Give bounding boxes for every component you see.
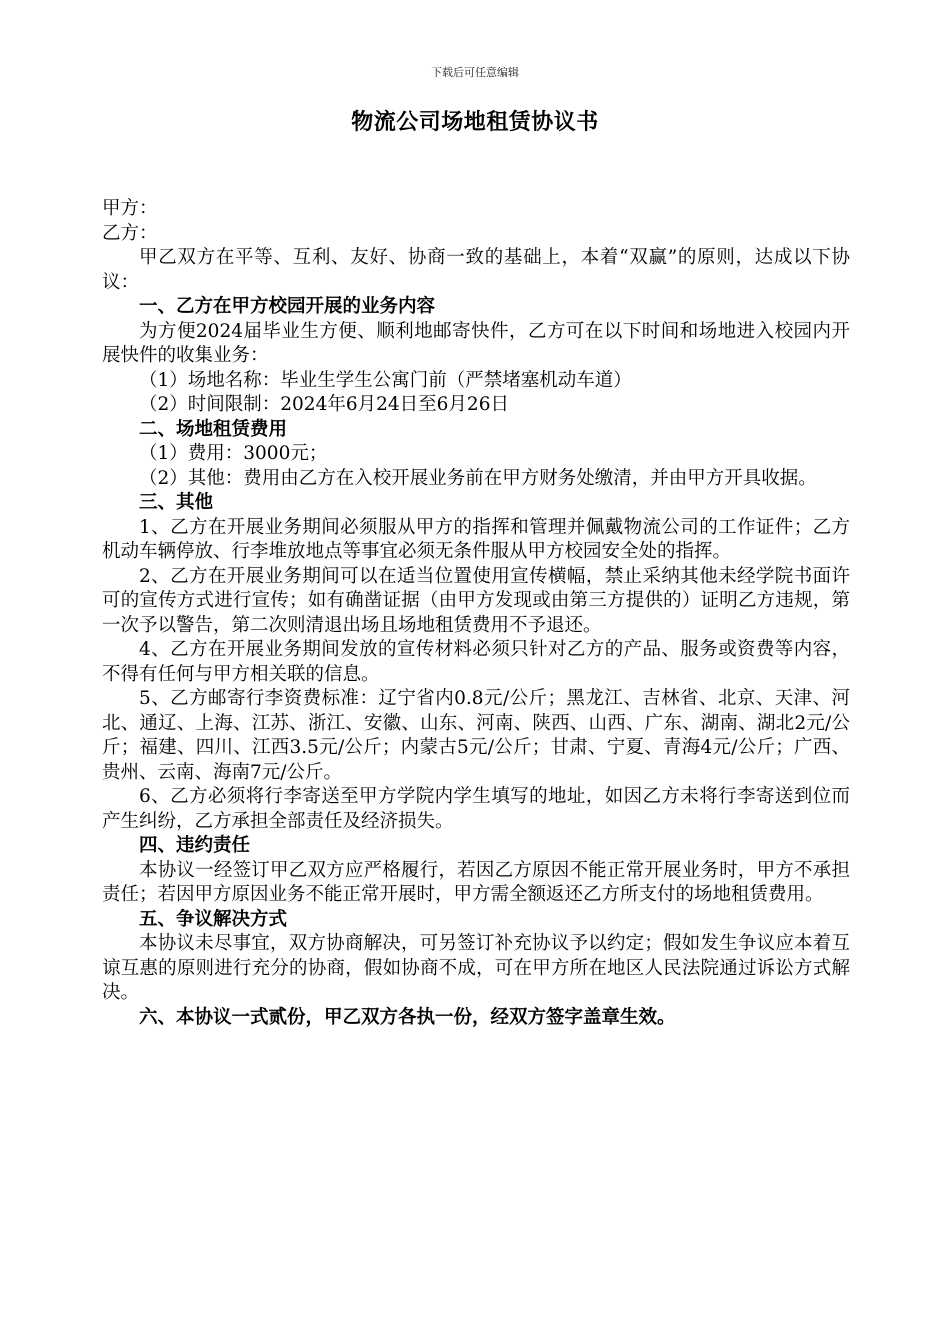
section-5-paragraph: 本协议未尽事宜，双方协商解决，可另签订补充协议予以约定；假如发生争议应本着互谅互惠的原则进行充分的协商，假如协商不成，可在甲方所在地区人民法院通过诉讼方式解决。 xyxy=(102,933,850,1003)
section-heading-2: 二、场地租赁费用 xyxy=(139,418,288,440)
section-heading-4: 四、违约责任 xyxy=(139,835,251,856)
section-3-clause-6: 6、乙方必须将行李寄送至甲方学院内学生填写的地址，如因乙方未将行李寄送到位而产生纠纷，乙方承担全部责任及经济损失。 xyxy=(102,786,850,832)
party-b-line: 乙方： xyxy=(102,222,158,244)
section-heading-1: 一、乙方在甲方校园开展的业务内容 xyxy=(139,296,436,317)
document-title: 物流公司场地租赁协议书 xyxy=(351,110,599,135)
section-heading-5: 五、争议解决方式 xyxy=(139,908,288,930)
section-2-item-fee: （1）费用：3000元； xyxy=(139,443,328,464)
section-2-item-other: （2）其他：费用由乙方在入校开展业务前在甲方财务处缴清，并由甲方开具收据。 xyxy=(139,467,817,489)
closing-clause: 六、本协议一式贰份，甲乙双方各执一份，经双方签字盖章生效。 xyxy=(139,1006,676,1028)
section-heading-3: 三、其他 xyxy=(139,492,214,513)
section-3-clause-2: 2、乙方在开展业务期间可以在适当位置使用宣传横幅，禁止采纳其他未经学院书面许可的宣传方式进行宣传；如有确凿证据（由甲方发现或由第三方提供的）证明乙方违规，第一次予以警告，第二次则清退出场且场地租赁费用不予退还。 xyxy=(102,565,850,636)
section-3-clause-4: 4、乙方在开展业务期间发放的宣传材料必须只针对乙方的产品、服务或资费等内容，不得有任何与甲方相关联的信息。 xyxy=(102,639,850,685)
document-body xyxy=(102,197,850,1030)
section-1-item-time: （2）时间限制：2024年6月24日至6月26日 xyxy=(139,394,509,415)
section-1-item-venue: （1）场地名称：毕业生学生公寓门前（严禁堵塞机动车道） xyxy=(139,369,632,391)
intro-paragraph: 甲乙双方在平等、互利、友好、协商一致的基础上，本着“双赢”的原则，达成以下协议： xyxy=(102,247,850,293)
section-3-clause-1: 1、乙方在开展业务期间必须服从甲方的指挥和管理并佩戴物流公司的工作证件；乙方机动车辆停放、行李堆放地点等事宜必须无条件服从甲方校园安全处的指挥。 xyxy=(102,516,850,562)
section-3-clause-5: 5、乙方邮寄行李资费标准：辽宁省内0.8元/公斤；黑龙江、吉林省、北京、天津、河北、通辽、上海、江苏、浙江、安徽、山东、河南、陕西、山西、广东、湖南、湖北2元/公斤；福建、四川、江西3.5元/公斤；内蒙古5元/公斤；甘肃、宁夏、青海4元/公斤；广西、贵州、云南、海南7元/公斤。 xyxy=(102,688,850,783)
section-4-paragraph: 本协议一经签订甲乙双方应严格履行，若因乙方原因不能正常开展业务时，甲方不承担责任；若因甲方原因业务不能正常开展时，甲方需全额返还乙方所支付的场地租赁费用。 xyxy=(102,859,850,905)
section-1-paragraph: 为方便2024届毕业生方便、顺利地邮寄快件，乙方可在以下时间和场地进入校园内开展快件的收集业务： xyxy=(102,320,850,366)
party-a-line: 甲方： xyxy=(102,198,158,219)
header-note: 下载后可任意编辑 xyxy=(431,66,519,79)
